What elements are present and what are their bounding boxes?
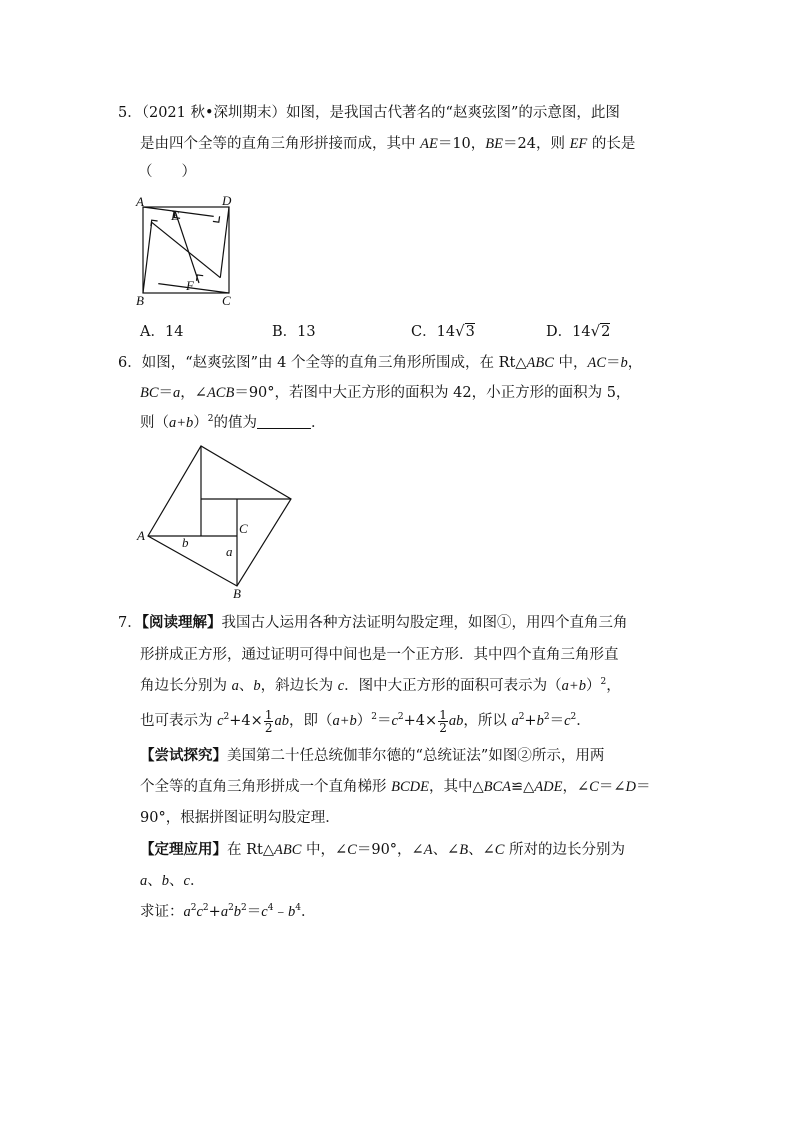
q7-line2 — [140, 645, 619, 665]
var-ade: ADE — [534, 779, 563, 795]
q7-line8 — [140, 840, 625, 860]
var-be: BE — [485, 136, 503, 152]
q6-label-a-point: A — [137, 528, 145, 543]
exp-2: 2 — [202, 903, 209, 913]
q5-text-2: 是由四个全等的直角三角形拼接而成，其中 — [140, 136, 421, 152]
frac-denominator: 2 — [264, 720, 273, 735]
q6-label-b-side: b — [182, 535, 189, 550]
q5-option-b[interactable] — [272, 320, 316, 341]
var-a: a — [140, 873, 148, 889]
var-B: B — [459, 842, 469, 858]
var-c: c — [196, 904, 203, 920]
q5-option-c[interactable] — [411, 320, 475, 341]
var-ef: EF — [569, 136, 588, 152]
q7-proof-label: 求证： — [140, 904, 184, 920]
q6-period: ． — [311, 415, 326, 431]
q7-sep: 、∠ — [468, 842, 495, 858]
q7-exponent: 2 — [600, 677, 607, 687]
q7-heading-reading: 【阅读理解】 — [141, 614, 222, 631]
q6-exponent: 2 — [207, 414, 214, 424]
q7-eq: ＝ — [549, 713, 565, 729]
var-bcde: BCDE — [391, 779, 429, 795]
q7-heading-explore: 【尝试探究】 — [140, 747, 227, 764]
var-c: c — [564, 713, 571, 729]
q5-option-a[interactable] — [140, 320, 183, 341]
var-bc: BC — [140, 385, 159, 401]
var-ae: AE — [420, 136, 438, 152]
q5-number: 5． — [118, 105, 142, 121]
exp-2: 2 — [518, 712, 525, 722]
q5-source: （2021 秋•深圳期末） — [141, 105, 287, 121]
q7-eq: ＝ — [635, 779, 651, 795]
q5-label-c: C — [222, 293, 231, 308]
var-C: C — [589, 779, 599, 795]
q7-line9 — [140, 871, 204, 891]
q6-eq: ＝ — [606, 355, 621, 371]
exp-4: 4 — [295, 903, 301, 913]
var-ab: ab — [274, 713, 289, 729]
q5-option-d-value: 14 — [572, 324, 591, 340]
sqrt-icon: √ — [455, 322, 465, 340]
fraction-half — [438, 709, 448, 734]
exp-2: 2 — [241, 903, 247, 913]
q5-ae-value: ＝10， — [437, 136, 486, 152]
q7-line5 — [140, 746, 604, 766]
var-abc: ABC — [526, 355, 554, 371]
q7-eq-angle: ＝∠ — [598, 779, 626, 795]
q5-be-value: ＝24，则 — [503, 136, 570, 152]
q5-option-a-value: 14 — [164, 324, 184, 340]
q7-proof-line — [140, 902, 315, 922]
var-bca: BCA — [483, 779, 512, 795]
var-a: a — [511, 713, 519, 729]
q7-eq: ＝ — [376, 713, 392, 729]
q6-number: 6． — [118, 355, 142, 371]
q5-text-3: 的长是 — [587, 136, 636, 152]
q5-label-b: B — [136, 293, 144, 308]
q7-line7 — [140, 808, 340, 828]
q7-text-4f: ，所以 — [463, 713, 512, 729]
q5-option-c-letter: C． — [411, 324, 437, 340]
frac-numerator: 1 — [439, 707, 447, 722]
q7-text-4b: ，即（ — [288, 713, 333, 729]
var-D: D — [625, 779, 636, 795]
q6-text-5: 的值为 — [213, 415, 258, 431]
q6-text-3: ＝90°，若图中大正方形的面积为 42，小正方形的面积为 5， — [234, 385, 631, 401]
exp-2: 2 — [543, 712, 550, 722]
q7-congruent: ≌△ — [511, 779, 535, 795]
var-a: a — [173, 385, 181, 401]
q6-angle: ，∠ — [180, 385, 207, 401]
var-a: a — [220, 904, 229, 920]
q7-text-5: 美国第二十任总统伽菲尔德的“总统证法”如图②所示，用两 — [227, 748, 605, 764]
q6-comma: ， — [627, 355, 643, 371]
q7-text-3a: 角边长分别为 — [140, 678, 232, 694]
q7-line3 — [140, 676, 621, 696]
q7-text-1: 我国古人运用各种方法证明勾股定理，如图①，用四个直角三角 — [221, 615, 628, 631]
q5-line1 — [118, 103, 620, 123]
var-a-plus-b: a+b — [169, 415, 194, 431]
q6-line2 — [140, 383, 630, 403]
exp-2: 2 — [223, 712, 230, 722]
var-a: a — [183, 904, 191, 920]
q5-text-1: 如图，是我国古代著名的“赵爽弦图”的示意图，此图 — [286, 105, 620, 121]
var-A: A — [423, 842, 433, 858]
var-b: b — [536, 713, 544, 729]
q7-line1 — [118, 613, 627, 633]
q7-sep: 、 — [147, 873, 162, 889]
q7-sep: 、 — [238, 678, 254, 694]
q5-option-d-radicand: 2 — [601, 324, 611, 340]
q7-text-6b: ，其中△ — [428, 779, 484, 795]
fraction-half — [264, 709, 274, 734]
var-C: C — [347, 842, 357, 858]
q7-period: ． — [189, 873, 205, 889]
q7-eq: ＝ — [246, 904, 262, 920]
q5-option-c-value: 14 — [436, 324, 456, 340]
q6-text-2: 中， — [553, 355, 588, 371]
q5-label-d: D — [222, 193, 232, 208]
exp-2: 2 — [228, 903, 234, 913]
var-ac: AC — [587, 355, 607, 371]
q7-number: 7． — [118, 615, 142, 631]
q6-label-b-point: B — [233, 586, 241, 600]
q7-period: ． — [300, 904, 316, 920]
q7-text-3c: ，斜边长为 — [260, 678, 338, 694]
q5-option-c-radicand: 3 — [465, 324, 475, 340]
var-b: b — [161, 873, 169, 889]
q5-answer-paren: （ ） — [138, 164, 196, 180]
q5-option-d-letter: D． — [546, 324, 573, 340]
q7-paren-close: ） — [585, 678, 601, 694]
q7-plus: + — [208, 904, 221, 920]
q7-plus: +4× — [229, 713, 263, 729]
var-a: a — [231, 678, 239, 694]
q5-label-f: F — [186, 278, 194, 293]
var-a-plus-b: a+b — [561, 678, 586, 694]
q5-option-b-letter: B． — [272, 324, 298, 340]
q7-plus: +4× — [403, 713, 438, 729]
q5-figure — [134, 190, 244, 310]
q6-line3 — [140, 413, 326, 433]
q5-label-a: A — [136, 194, 144, 209]
q7-minus: ﹣ — [273, 904, 288, 920]
sqrt-icon: √ — [590, 322, 601, 340]
q6-line1 — [118, 353, 642, 373]
var-c: c — [217, 713, 224, 729]
frac-numerator: 1 — [264, 707, 273, 722]
q7-text-8a: 在 Rt△ — [227, 842, 275, 858]
var-c: c — [183, 873, 190, 889]
q7-text-8f: 所对的边长分别为 — [504, 842, 626, 858]
q7-comma: ， — [606, 678, 621, 694]
q7-text-8b: 中，∠ — [301, 842, 348, 858]
exp-4: 4 — [267, 903, 274, 913]
var-b: b — [253, 678, 261, 694]
var-acb: ACB — [206, 385, 235, 401]
q6-text-4: 则（ — [140, 415, 169, 431]
var-c: c — [261, 904, 268, 920]
q7-angle: ，∠ — [562, 779, 590, 795]
var-abc: ABC — [274, 842, 302, 858]
var-b: b — [287, 904, 296, 920]
q7-text-7: 90°，根据拼图证明勾股定理． — [140, 810, 340, 826]
frac-denominator: 2 — [439, 720, 447, 735]
q6-figure — [134, 440, 304, 600]
q7-text-8c: ＝90°，∠ — [356, 842, 424, 858]
q7-text-4a: 也可表示为 — [140, 713, 218, 729]
q5-option-a-letter: A． — [140, 324, 165, 340]
var-a-plus-b: a+b — [332, 713, 357, 729]
var-C: C — [494, 842, 505, 858]
q7-line4: 也可表示为 $c^2+4\times$ $\frac{1}{2}$ ab，即$(a+b)^2=c^2+4\times$ $\frac{1}{2}$ ab，所以 $a^2+b^2=c^2$． — [140, 707, 591, 735]
q5-option-b-value: 13 — [297, 324, 316, 340]
q7-period: ． — [576, 713, 591, 729]
q7-text-3d: ．图中大正方形的面积可表示为（ — [344, 678, 562, 694]
q6-paren-close: ） — [193, 415, 208, 431]
q7-text-2: 形拼成正方形，通过证明可得中间也是一个正方形．其中四个直角三角形直 — [140, 647, 619, 663]
q6-label-c-point: C — [239, 521, 248, 536]
var-b: b — [233, 904, 242, 920]
q7-sep: 、∠ — [432, 842, 460, 858]
var-b: b — [620, 355, 628, 371]
exp-2: 2 — [190, 903, 197, 913]
q5-label-e: E — [171, 208, 179, 223]
exp-2: 2 — [371, 712, 377, 722]
q6-eq-2: ＝ — [158, 385, 174, 401]
q6-text-1: 如图，“赵爽弦图”由 4 个全等的直角三角形所围成，在 Rt△ — [141, 355, 527, 371]
q5-option-d[interactable] — [546, 320, 610, 341]
var-c: c — [337, 678, 345, 694]
exp-2: 2 — [397, 712, 404, 722]
q7-text-6a: 个全等的直角三角形拼成一个直角梯形 — [140, 779, 392, 795]
q7-sep: 、 — [169, 873, 184, 889]
var-c: c — [391, 713, 398, 729]
q6-answer-blank[interactable] — [257, 414, 311, 429]
q7-heading-apply: 【定理应用】 — [140, 841, 227, 858]
exp-2: 2 — [570, 712, 577, 722]
q7-line6 — [140, 777, 650, 797]
q7-paren-close: ） — [356, 713, 372, 729]
var-ab: ab — [448, 713, 464, 729]
q5-line2 — [140, 134, 635, 154]
q6-label-a-side: a — [226, 544, 233, 559]
